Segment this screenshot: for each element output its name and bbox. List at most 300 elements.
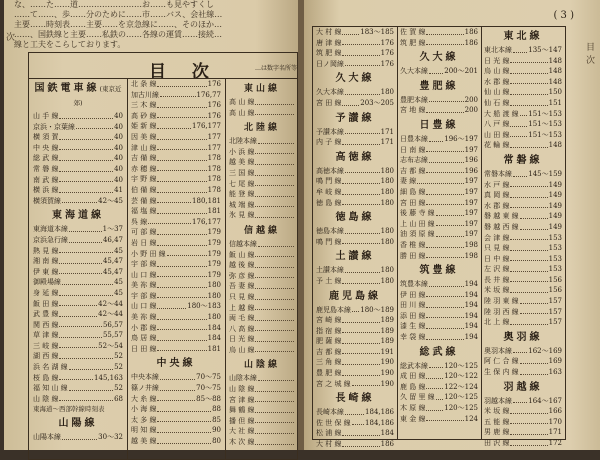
book-spread	[4, 0, 600, 450]
toc-entry	[229, 271, 295, 282]
page-ref: 176	[380, 49, 394, 58]
section-title: 東海道線	[52, 210, 104, 222]
line-name: 宮 津 線	[229, 395, 255, 404]
line-name: 京浜急行線	[33, 235, 68, 244]
toc-entry	[484, 396, 562, 407]
toc-entry	[33, 164, 123, 175]
line-name: 京浜・京葉線	[33, 122, 75, 131]
toc-entry	[131, 383, 221, 394]
section-title: 国鉄電車線	[34, 83, 100, 94]
page-ref: 189	[380, 337, 394, 346]
intro-line: ……、国鉄線と主要……私鉄の……各線の運賃……接続…	[14, 30, 222, 39]
page-ref: 189	[380, 316, 394, 325]
dot-leader	[345, 87, 380, 95]
line-name: 豊肥本線	[400, 95, 428, 104]
section-heading	[316, 112, 394, 126]
line-name: 内 子 線	[316, 138, 342, 147]
line-name: 田 川 線	[400, 301, 426, 310]
dot-leader	[255, 345, 294, 353]
dot-leader	[160, 90, 196, 98]
page-ref: 171	[380, 127, 394, 136]
toc-entry	[400, 321, 478, 332]
page-ref: 153	[548, 254, 562, 263]
section-title: 山陽線	[58, 418, 98, 430]
toc-entry	[316, 226, 394, 237]
toc-entry	[484, 417, 562, 428]
page-ref: 163	[548, 368, 562, 377]
section-title: 東山線	[243, 84, 280, 94]
toc-entry	[229, 345, 295, 356]
toc-entry	[131, 280, 221, 291]
toc-entry	[484, 169, 562, 180]
dot-leader	[157, 206, 206, 214]
dot-leader	[59, 341, 97, 349]
dot-leader	[426, 38, 463, 46]
line-name: 湘 南 線	[33, 257, 59, 266]
dot-leader	[157, 270, 206, 278]
toc-entry	[33, 246, 123, 257]
page-ref: 149	[548, 191, 562, 200]
page-ref: 80	[212, 437, 221, 445]
line-name: 真 岡 線	[484, 191, 510, 200]
intro-line: 線と工夫をこらしております。	[14, 40, 126, 49]
dot-leader	[352, 379, 380, 387]
section-title: 羽越線	[503, 381, 543, 393]
dot-leader	[255, 437, 294, 445]
dot-leader	[426, 240, 463, 248]
dot-leader	[157, 111, 206, 119]
section-title: 鹿児島線	[329, 290, 381, 302]
line-name: 八 高 線	[229, 324, 255, 333]
page-ref: 40	[114, 143, 123, 152]
section-heading	[33, 82, 123, 110]
line-name: 岩 日 線	[131, 238, 157, 247]
line-name: 宮 地 線	[400, 106, 426, 115]
line-name: 肥 薩 線	[316, 337, 342, 346]
column-divider	[225, 79, 226, 459]
line-name: 播 但 線	[229, 416, 255, 425]
line-name: 妻 線	[400, 177, 417, 186]
page-ref: 180,181	[192, 196, 221, 205]
toc-entry	[33, 309, 123, 320]
line-name: 鳥 居 線	[131, 334, 157, 343]
page-ref: 148	[548, 56, 562, 65]
dot-leader	[59, 132, 113, 140]
line-name: 南 武 線	[33, 175, 59, 184]
line-name: 両 毛 線	[229, 314, 255, 323]
dot-leader	[342, 38, 379, 46]
dot-leader	[426, 371, 443, 379]
dot-leader	[255, 395, 294, 403]
page-ref: 177	[207, 132, 221, 141]
toc-entry	[400, 134, 478, 145]
line-name: 陸 羽 東 線	[484, 297, 519, 306]
toc-entry	[400, 279, 478, 290]
line-name: 志布志線	[400, 156, 428, 165]
line-name: 漆 生 線	[400, 322, 426, 331]
page-ref: 172	[548, 439, 562, 447]
line-name: 高徳本線	[316, 166, 344, 175]
dot-leader	[255, 281, 294, 289]
page-ref: 40	[114, 112, 123, 120]
toc-entry	[229, 168, 295, 179]
toc-entry	[33, 277, 123, 288]
page-ref: 194	[464, 333, 478, 342]
line-name: 山 田 線	[484, 130, 510, 139]
toc-entry	[484, 211, 562, 222]
toc-entry	[131, 270, 221, 281]
dot-leader	[510, 254, 547, 262]
toc-entry	[131, 238, 221, 249]
dot-leader	[520, 296, 548, 304]
dot-leader	[520, 356, 548, 364]
line-name: 小 浜 線	[229, 147, 255, 156]
section-note: (東京近郊)	[73, 85, 122, 107]
dot-leader	[417, 176, 463, 184]
dot-leader	[157, 394, 195, 402]
line-name: 宮 田 線	[400, 198, 426, 207]
toc-entry	[400, 66, 478, 77]
toc-column	[484, 27, 562, 447]
page-ref: 42～45	[98, 196, 123, 205]
dot-leader	[510, 417, 547, 425]
toc-entry	[484, 130, 562, 141]
page-ref: 186	[464, 38, 478, 47]
line-name: 関 西 線	[33, 320, 59, 329]
page-ref: 166	[548, 407, 562, 416]
dot-leader	[342, 276, 379, 284]
toc-entry	[316, 265, 394, 276]
page-ref: 176,77	[196, 90, 221, 99]
line-name: 津 山 線	[131, 143, 157, 152]
page-ref: 190	[380, 379, 394, 388]
toc-entry	[33, 383, 123, 394]
line-name: 三 木 線	[131, 101, 157, 110]
page-ref: 180	[380, 177, 394, 186]
line-name: 山 手 線	[33, 112, 59, 120]
dot-leader	[255, 324, 294, 332]
toc-entry	[316, 326, 394, 337]
line-name: 吉 備 線	[131, 154, 157, 163]
toc-entry	[316, 379, 394, 390]
dot-leader	[342, 187, 379, 195]
page-ref: 178	[207, 164, 221, 173]
page-ref: 197	[464, 187, 478, 196]
toc-column	[400, 27, 478, 439]
page-ref: 176	[207, 80, 221, 88]
page-ref: 194	[464, 311, 478, 320]
dot-leader	[157, 415, 211, 423]
dot-leader	[510, 427, 547, 435]
section-title: 久大線	[335, 73, 375, 85]
dot-leader	[157, 174, 206, 182]
line-name: 小 海 線	[131, 405, 157, 414]
page-ref: 197	[464, 198, 478, 207]
line-name: 松 浦 線	[316, 429, 342, 438]
toc-entry	[400, 240, 478, 251]
dot-leader	[255, 179, 294, 187]
line-name: 鹿 島 線	[400, 382, 426, 391]
page-ref: 153	[548, 233, 562, 242]
line-name: 香 椎 線	[400, 240, 426, 249]
section-heading	[229, 82, 295, 96]
dot-leader	[520, 367, 548, 375]
page-ref: 52～54	[98, 341, 123, 350]
line-name: 山 口 線	[131, 302, 157, 311]
page-ref: 70～75	[196, 373, 221, 382]
line-name: 鹿児島本線	[316, 305, 351, 314]
page-ref: 180	[380, 237, 394, 246]
page-ref: 180	[207, 281, 221, 290]
toc-entry	[400, 145, 478, 156]
line-name: 七 尾 線	[229, 179, 255, 188]
toc-entry	[484, 427, 562, 438]
page-ref: 181	[207, 344, 221, 353]
section-title: 中央線	[156, 358, 196, 370]
dot-leader	[255, 416, 294, 424]
toc-entry	[131, 196, 221, 207]
page-ref: 30～32	[98, 433, 123, 442]
page-ref: 180	[380, 266, 394, 275]
page-ref: 85	[212, 415, 221, 424]
toc-entry	[33, 235, 123, 246]
dot-leader	[157, 227, 206, 235]
section-heading	[33, 209, 123, 223]
line-name: 総 武 線	[33, 154, 59, 163]
toc-entry	[33, 111, 123, 122]
dot-leader	[426, 311, 463, 319]
page-ref: 153	[548, 244, 562, 253]
line-name: 城 端 線	[229, 200, 255, 209]
section-heading	[33, 417, 123, 431]
toc-entry	[229, 313, 295, 324]
toc-entry	[484, 140, 562, 151]
line-name: 越 美 線	[131, 437, 157, 445]
line-name: 小 野 田 線	[131, 249, 166, 258]
line-name: 日豊本線	[400, 134, 428, 143]
toc-entry	[131, 79, 221, 90]
dot-leader	[342, 198, 379, 206]
line-name: 五 能 線	[484, 417, 510, 426]
line-name: 指 宿 線	[316, 326, 342, 335]
page-ref: 68	[114, 394, 123, 403]
page-ref: 122～124	[444, 382, 478, 391]
page-ref: 190	[380, 369, 394, 378]
page-ref: 45	[114, 288, 123, 297]
page-ref: 171	[548, 428, 562, 437]
toc-entry	[400, 290, 478, 301]
page-ref: 156	[548, 275, 562, 284]
toc-entry	[316, 87, 394, 98]
toc-entry	[400, 187, 478, 198]
page-ref: 184,186	[365, 408, 394, 417]
toc-entry	[131, 174, 221, 185]
toc-entry	[316, 276, 394, 287]
page-ref: 176	[380, 59, 394, 68]
page-ref: 145～159	[528, 169, 562, 178]
line-name: 山陰本線	[229, 374, 257, 383]
toc-entry	[484, 233, 562, 244]
toc-entry	[484, 180, 562, 191]
page-ref: 120～122	[444, 372, 478, 381]
dot-leader	[436, 392, 444, 400]
dot-leader	[59, 246, 113, 254]
toc-entry	[229, 97, 295, 108]
toc-entry	[33, 153, 123, 164]
dot-leader	[520, 211, 548, 219]
line-name: 常磐本線	[484, 169, 512, 178]
toc-entry	[229, 303, 295, 314]
line-name: 能 登 線	[229, 190, 255, 199]
dot-leader	[255, 108, 294, 116]
dot-leader	[342, 137, 379, 145]
toc-entry	[131, 425, 221, 436]
section-heading	[229, 121, 295, 135]
toc-entry	[484, 346, 562, 357]
toc-grid-left	[28, 78, 298, 460]
line-name: 予讃本線	[316, 127, 344, 136]
toc-entry	[131, 143, 221, 154]
page-ref: 180	[380, 187, 394, 196]
page-ref: 189	[380, 326, 394, 335]
toc-entry	[400, 208, 478, 219]
toc-entry	[229, 189, 295, 200]
page-ref: 178	[207, 175, 221, 184]
dot-leader	[342, 347, 379, 355]
toc-entry	[229, 260, 295, 271]
dot-leader	[255, 200, 294, 208]
dot-leader	[157, 164, 206, 172]
dot-leader	[255, 210, 294, 218]
dot-leader	[429, 134, 443, 142]
toc-entry	[316, 357, 394, 368]
toc-entry	[484, 45, 562, 56]
toc-entry	[131, 111, 221, 122]
dot-leader	[513, 45, 527, 53]
page-ref: 151～153	[528, 130, 562, 139]
dot-leader	[510, 119, 527, 127]
dot-leader	[255, 168, 294, 176]
toc-entry	[316, 347, 394, 358]
dot-leader	[167, 249, 207, 257]
line-name: 北 条 線	[131, 80, 157, 88]
page-ref: 149	[548, 222, 562, 231]
section-title: 奥羽線	[503, 331, 543, 343]
line-name: 浜 名 湖 線	[33, 363, 68, 372]
toc-entry	[229, 250, 295, 261]
toc-subnote: 東海道～西部幹線時刻表	[33, 405, 105, 414]
toc-entry	[131, 333, 221, 344]
toc-entry	[131, 100, 221, 111]
toc-entry	[229, 200, 295, 211]
line-name: 日ノ岡線	[316, 59, 344, 68]
page-ref: 178	[207, 185, 221, 194]
toc-entry	[131, 153, 221, 164]
dot-leader	[59, 143, 113, 151]
dot-leader	[510, 438, 547, 446]
dot-leader	[342, 439, 379, 447]
page-ref: 180	[207, 313, 221, 322]
dot-leader	[255, 250, 294, 258]
toc-entry	[33, 362, 123, 373]
intro-text	[14, 0, 292, 50]
line-name: 成 田 線	[400, 372, 426, 381]
line-name: 横 須 賀	[33, 133, 59, 142]
toc-entry	[316, 166, 394, 177]
line-name: 日 南 線	[400, 145, 426, 154]
line-name: 長崎本線	[316, 408, 344, 417]
page-ref: 200	[464, 106, 478, 115]
page-ref: 179	[207, 249, 221, 258]
toc-entry	[229, 384, 295, 395]
page-ref: 183～185	[360, 28, 394, 36]
line-name: 宮 田 線	[316, 98, 342, 107]
line-name: 篠ノ井線	[131, 384, 159, 393]
dot-leader	[157, 121, 191, 129]
toc-entry	[484, 367, 562, 378]
page-ref: 40	[114, 154, 123, 163]
page-ref: 180	[380, 198, 394, 207]
page-ref: 148	[548, 77, 562, 86]
page-ref: 42～44	[98, 299, 123, 308]
line-name: 米 坂 線	[484, 286, 510, 295]
page-ref: 186	[380, 440, 394, 449]
dot-leader	[436, 229, 464, 237]
page-ref: 198	[464, 251, 478, 260]
line-name: 徳 島 線	[316, 198, 342, 207]
line-name: 北 上 線	[484, 318, 510, 327]
dot-leader	[345, 127, 380, 135]
toc-entry	[131, 217, 221, 228]
line-name: 宇 部 線	[131, 260, 157, 269]
dot-leader	[59, 185, 113, 193]
page-ref: 176	[207, 101, 221, 110]
toc-column	[316, 27, 394, 449]
dot-leader	[160, 383, 195, 391]
page-ref: 40	[114, 133, 123, 142]
dot-leader	[157, 404, 211, 412]
toc-entry	[400, 176, 478, 187]
toc-entry	[131, 344, 221, 355]
toc-entry	[33, 196, 123, 207]
page-ref: 52	[114, 363, 123, 372]
page-ref: 196～197	[444, 134, 478, 143]
line-name: 宮 之 城 線	[316, 379, 351, 388]
toc-entry	[400, 392, 478, 403]
section-title: 筑豊線	[419, 265, 459, 277]
page-ref: 178	[207, 154, 221, 163]
page-ref: 200～201	[444, 67, 478, 76]
toc-entry	[484, 56, 562, 67]
line-name: 油 須 原 線	[400, 230, 435, 239]
page-ref: 45,47	[102, 267, 123, 276]
dot-leader	[69, 235, 102, 243]
toc-entry	[229, 239, 295, 250]
dot-leader	[76, 122, 113, 130]
page-ref: 197	[464, 145, 478, 154]
line-name: 予 土 線	[316, 276, 342, 285]
toc-entry	[131, 415, 221, 426]
toc-entry	[229, 292, 295, 303]
line-name: 宇 野 線	[131, 175, 157, 184]
dot-leader	[429, 66, 443, 74]
column-divider	[397, 27, 398, 439]
section-title: 北陸線	[243, 123, 280, 134]
section-title: 豊肥線	[419, 80, 459, 92]
intro-line: 主要……時刻表……主要……を京急線に……、そのほか…	[14, 20, 222, 29]
page-ref: 198	[464, 240, 478, 249]
dot-leader	[59, 153, 113, 161]
